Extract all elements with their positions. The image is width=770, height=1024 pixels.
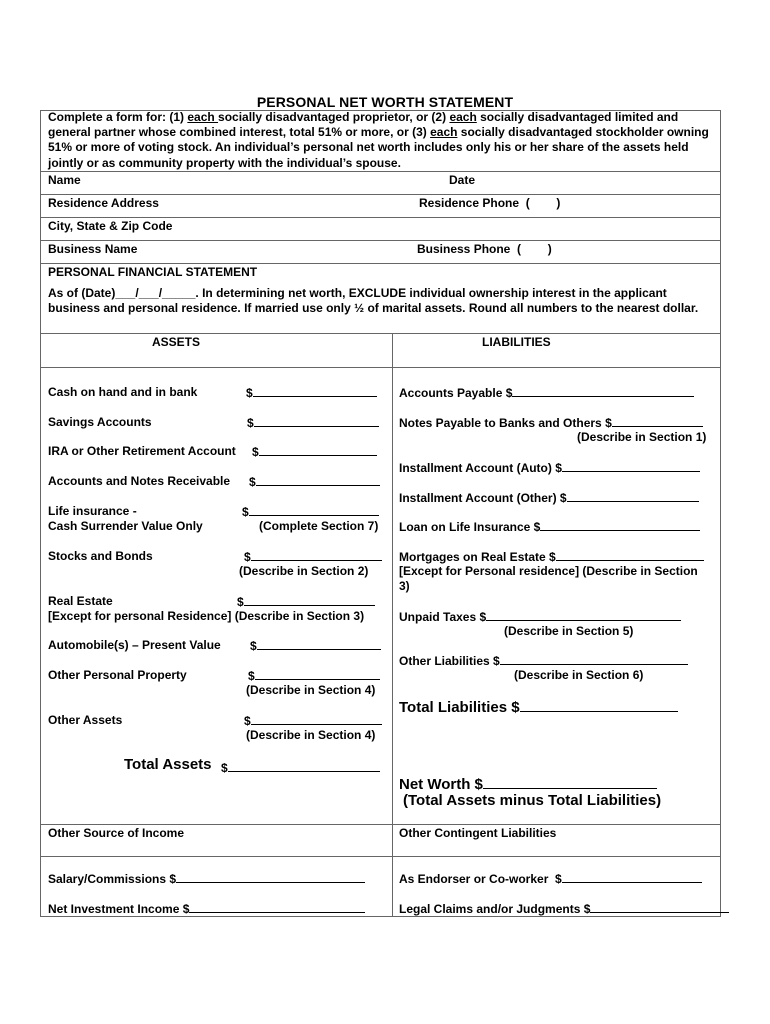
life-insurance-note: (Complete Section 7)	[259, 519, 379, 533]
loan-life-label: Loan on Life Insurance $	[399, 520, 541, 534]
other-liabilities-label: Other Liabilities $	[399, 654, 500, 668]
name-field[interactable]: Name	[48, 173, 81, 187]
intro-text	[48, 110, 716, 171]
other-liabilities-input[interactable]	[399, 653, 688, 669]
divider	[40, 263, 721, 264]
other-income-heading: Other Source of Income	[48, 826, 185, 840]
mortgage-note-2: 3)	[399, 579, 410, 593]
net-worth-note: (Total Assets minus Total Liabilities)	[403, 792, 662, 809]
ira-label: IRA or Other Retirement Account	[48, 444, 236, 458]
divider	[40, 824, 721, 825]
total-liabilities-input[interactable]	[399, 698, 678, 715]
dollar-sign: $	[242, 505, 249, 519]
dollar-sign: $	[247, 416, 254, 430]
cash-label: Cash on hand and in bank	[48, 385, 198, 399]
loan-life-input[interactable]	[399, 519, 700, 535]
stocks-note: (Describe in Section 2)	[239, 564, 369, 578]
receivable-label: Accounts and Notes Receivable	[48, 474, 231, 488]
intro-part: Complete a form for: (1)	[48, 110, 188, 124]
dollar-sign: $	[246, 386, 253, 400]
divider	[40, 856, 721, 857]
receivable-input[interactable]	[249, 474, 380, 490]
emphasis-each: each	[187, 110, 219, 124]
intro-part: socially disadvantaged proprietor, or (2)	[218, 110, 450, 124]
ira-input[interactable]	[252, 444, 377, 460]
endorser-input[interactable]	[399, 871, 702, 887]
installment-auto-input[interactable]	[399, 460, 700, 476]
unpaid-taxes-label: Unpaid Taxes $	[399, 610, 487, 624]
investment-income-input[interactable]	[48, 901, 365, 917]
endorser-label: As Endorser or Co-worker $	[399, 872, 562, 886]
real-estate-input[interactable]	[237, 594, 375, 610]
dollar-sign: $	[250, 639, 257, 653]
other-assets-input[interactable]	[244, 713, 382, 729]
mortgage-input[interactable]	[399, 549, 704, 565]
notes-payable-note: (Describe in Section 1)	[577, 430, 707, 444]
contingent-liabilities-heading: Other Contingent Liabilities	[399, 826, 557, 840]
investment-income-label: Net Investment Income $	[48, 902, 190, 916]
residence-address-field[interactable]: Residence Address	[48, 196, 159, 210]
installment-other-input[interactable]	[399, 490, 699, 506]
life-insurance-label-2: Cash Surrender Value Only	[48, 519, 203, 533]
auto-input[interactable]	[250, 638, 381, 654]
auto-label: Automobile(s) – Present Value	[48, 638, 221, 652]
life-insurance-label: Life insurance -	[48, 504, 137, 518]
page-title: PERSONAL NET WORTH STATEMENT	[256, 94, 514, 110]
business-name-field[interactable]: Business Name	[48, 242, 138, 256]
dollar-sign: $	[237, 595, 244, 609]
real-estate-note: [Except for personal Residence] (Describe in Section 3)	[48, 609, 365, 623]
other-property-label: Other Personal Property	[48, 668, 187, 682]
notes-payable-input[interactable]	[399, 415, 703, 431]
column-divider	[392, 333, 393, 916]
dollar-sign: $	[252, 445, 259, 459]
as-of-date-field[interactable]: As of (Date)___/___/_____. In determining net worth, EXCLUDE individual ownership interest in the applicant business and personal residence. If married use only ½ of marital assets. Round all numbers to the nearest dollar.	[48, 286, 699, 316]
city-state-zip-field[interactable]: City, State & Zip Code	[48, 219, 173, 233]
other-property-input[interactable]	[248, 668, 380, 684]
divider	[40, 217, 721, 218]
divider	[40, 333, 721, 334]
savings-label: Savings Accounts	[48, 415, 152, 429]
accounts-payable-label: Accounts Payable $	[399, 386, 513, 400]
financial-heading: PERSONAL FINANCIAL STATEMENT	[48, 265, 258, 279]
other-assets-note: (Describe in Section 4)	[246, 728, 376, 742]
divider	[40, 194, 721, 195]
intro-part: socially disadvantaged limited and general partner whose combined interest, total 51% or more, or (3)	[48, 110, 679, 140]
cash-input[interactable]	[246, 385, 377, 401]
mortgage-label: Mortgages on Real Estate $	[399, 550, 556, 564]
net-worth-input[interactable]	[399, 775, 657, 792]
savings-input[interactable]	[247, 415, 379, 431]
dollar-sign: $	[248, 669, 255, 683]
unpaid-taxes-note: (Describe in Section 5)	[504, 624, 634, 638]
life-insurance-input[interactable]	[242, 504, 379, 520]
salary-label: Salary/Commissions $	[48, 872, 177, 886]
real-estate-label: Real Estate	[48, 594, 113, 608]
unpaid-taxes-input[interactable]	[399, 609, 681, 625]
business-phone-field[interactable]: Business Phone ( )	[417, 242, 552, 256]
accounts-payable-input[interactable]	[399, 385, 694, 401]
stocks-label: Stocks and Bonds	[48, 549, 153, 563]
mortgage-note: [Except for Personal residence] (Describe in Section	[399, 564, 698, 578]
stocks-input[interactable]	[244, 549, 382, 565]
other-property-note: (Describe in Section 4)	[246, 683, 376, 697]
dollar-sign: $	[221, 761, 228, 775]
other-assets-label: Other Assets	[48, 713, 123, 727]
divider	[40, 240, 721, 241]
installment-auto-label: Installment Account (Auto) $	[399, 461, 562, 475]
dollar-sign: $	[249, 475, 256, 489]
dollar-sign: $	[244, 550, 251, 564]
total-assets-input[interactable]	[221, 760, 380, 776]
residence-phone-field[interactable]: Residence Phone ( )	[419, 196, 561, 210]
legal-claims-input[interactable]	[399, 901, 729, 917]
total-liabilities-label: Total Liabilities $	[399, 699, 520, 716]
liabilities-header: LIABILITIES	[482, 335, 551, 349]
emphasis-each: each	[449, 110, 477, 124]
notes-payable-label: Notes Payable to Banks and Others $	[399, 416, 612, 430]
date-field[interactable]: Date	[449, 173, 476, 187]
divider	[40, 171, 721, 172]
installment-other-label: Installment Account (Other) $	[399, 491, 567, 505]
salary-input[interactable]	[48, 871, 365, 887]
dollar-sign: $	[244, 714, 251, 728]
legal-claims-label: Legal Claims and/or Judgments $	[399, 902, 591, 916]
emphasis-each: each	[430, 125, 458, 140]
total-assets-label: Total Assets	[124, 756, 212, 773]
assets-header: ASSETS	[152, 335, 201, 349]
other-liabilities-note: (Describe in Section 6)	[514, 668, 644, 682]
net-worth-label: Net Worth $	[399, 776, 483, 793]
divider	[40, 367, 721, 368]
intro-part: socially disadvantaged stockholder owning 51% or more of voting stock. An individual’s personal net worth includes only his or her share of the assets held jointly or as community property with the individual’s spouse.	[48, 125, 709, 170]
border-right	[720, 110, 721, 916]
border-left	[40, 110, 41, 916]
